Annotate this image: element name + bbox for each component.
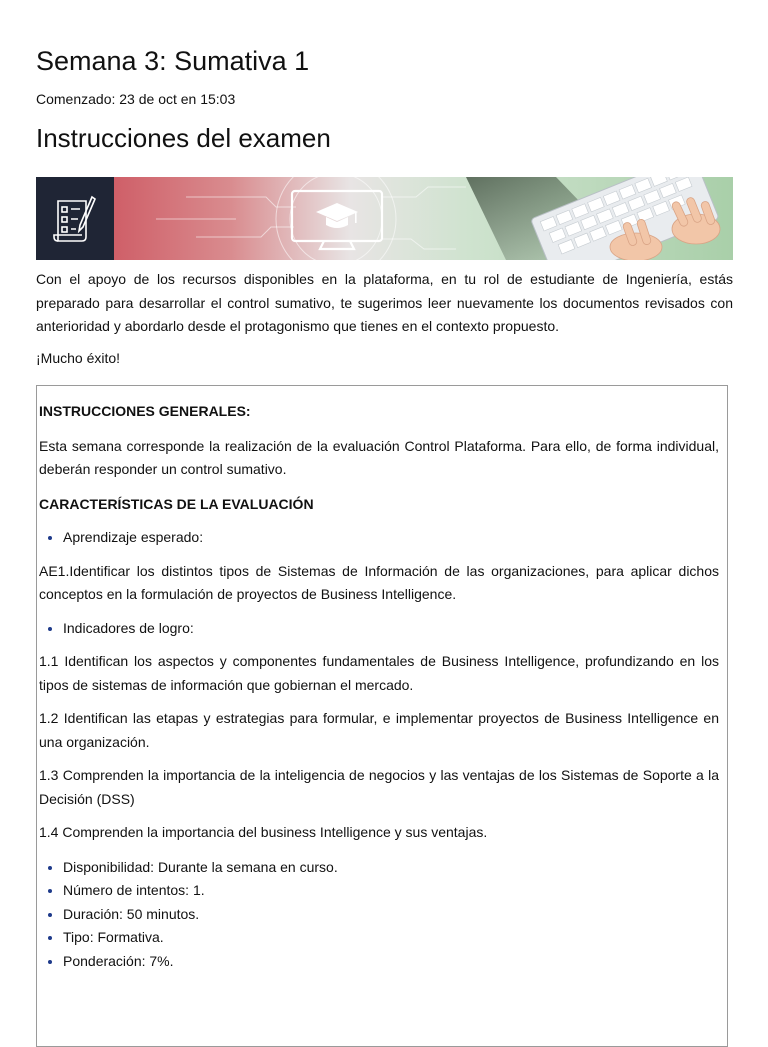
general-heading: INSTRUCCIONES GENERALES:: [39, 403, 251, 419]
indicator-4: 1.4 Comprenden la importancia del business Intelligence y sus ventajas.: [39, 824, 488, 840]
expected-text: AE1.Identificar los distintos tipos de Sistemas de Información de las organizaciones, para aplicar dichos conceptos en la formulación de proyectos de Business Intelligence.: [39, 562, 719, 602]
details-list: [39, 856, 719, 974]
list-item: • Aprendizaje esperado:: [63, 526, 719, 550]
list-item: • Ponderación: 7%.: [63, 950, 719, 974]
list-item: • Duración: 50 minutos.: [63, 903, 719, 927]
indicator-1: 1.1 Identifican los aspectos y componentes fundamentales de Business Intelligence, profundizando en los tipos de sistemas de información que gobiernan el mercado.: [39, 653, 719, 693]
list-item: • Disponibilidad: Durante la semana en curso.: [63, 856, 719, 880]
list-item: • Indicadores de logro:: [63, 617, 719, 641]
indicator-2: 1.2 Identifican las etapas y estrategias para formular, e implementar proyectos de Business Intelligence en una organización.: [39, 710, 719, 750]
intro-paragraph: Con el apoyo de los recursos disponibles en la plataforma, en tu rol de estudiante de Ingeniería, estás preparado para desarrollar el control sumativo, te sugerimos leer nuevamente los documentos revisados con anterioridad y abordarlo desde el protagonismo que tienes en el contexto propuesto.: [36, 271, 733, 334]
started-timestamp: Comenzado: 23 de oct en 15:03: [36, 91, 236, 107]
indicator-3: 1.3 Comprenden la importancia de la inteligencia de negocios y las ventajas de los Sistemas de Soporte a la Decisión (DSS): [39, 767, 719, 807]
instructions-title: Instrucciones del examen: [36, 123, 331, 153]
good-luck-text: ¡Mucho éxito!: [36, 350, 121, 366]
expected-list: [39, 526, 719, 550]
instructions-banner: [36, 177, 733, 260]
indicators-list: [39, 617, 719, 641]
general-instructions-box: [36, 385, 728, 1047]
features-heading: CARACTERÍSTICAS DE LA EVALUACIÓN: [39, 495, 314, 512]
page-title: Semana 3: Sumativa 1: [36, 46, 310, 76]
list-item: • Tipo: Formativa.: [63, 926, 719, 950]
general-text: Esta semana corresponde la realización de la evaluación Control Plataforma. Para ello, de forma individual, deberán responder un control sumativo.: [39, 437, 719, 477]
list-item: • Número de intentos: 1.: [63, 879, 719, 903]
